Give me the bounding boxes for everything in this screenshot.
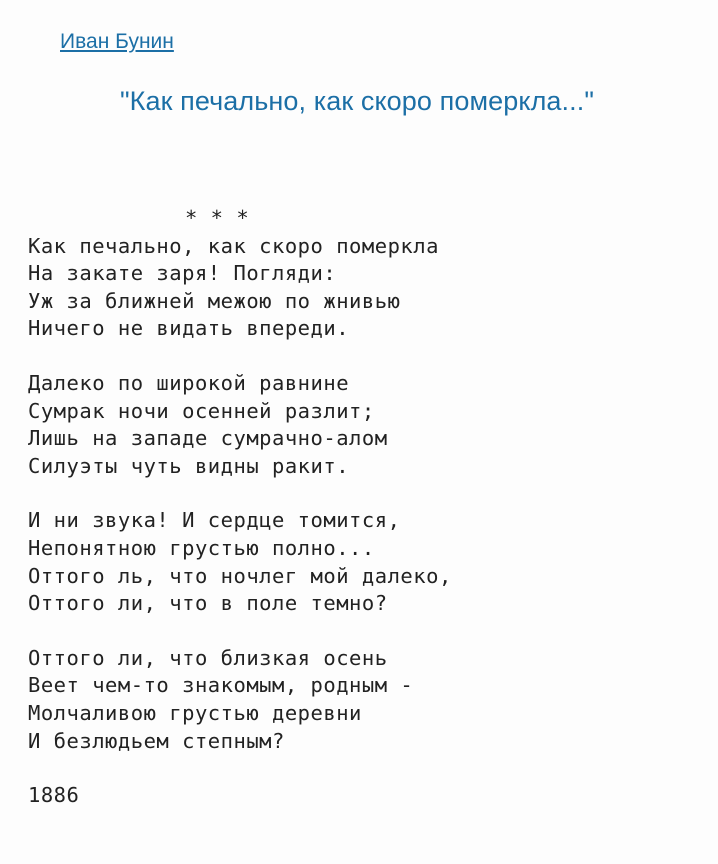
poem-line: Далеко по широкой равнине: [28, 370, 350, 395]
stanza-1: [28, 233, 452, 343]
poem-year: 1886: [28, 783, 80, 808]
poem-line: Лишь на западе сумрачно-алом: [28, 426, 388, 451]
poem-title: "Как печально, как скоро померкла...": [120, 86, 595, 116]
poem-line: Сумрак ночи осенней разлит;: [28, 398, 375, 423]
poem-line: Молчаливою грустью деревни: [28, 700, 362, 725]
poem-line: Оттого ли, что близкая осень: [28, 645, 388, 670]
poem-line: Уж за ближней межою по жнивью: [28, 288, 401, 313]
poem-body: [28, 205, 452, 810]
stanza-3: [28, 507, 452, 617]
author-link[interactable]: Иван Бунин: [60, 30, 174, 53]
stanza-separator: * * *: [185, 206, 250, 230]
poem-line: И ни звука! И сердце томится,: [28, 508, 401, 533]
poem-line: Оттого ли, что в поле темно?: [28, 591, 388, 616]
poem-line: Ничего не видать впереди.: [28, 316, 350, 341]
poem-line: Веет чем-то знакомым, родным -: [28, 673, 414, 698]
poem-line: Силуэты чуть видны ракит.: [28, 453, 350, 478]
poem-line: Как печально, как скоро померкла: [28, 233, 439, 258]
stanza-4: [28, 645, 452, 755]
poem-line: Непонятною грустью полно...: [28, 535, 375, 560]
poem-line: И безлюдьем степным?: [28, 728, 285, 753]
poem-line: На закате заря! Погляди:: [28, 261, 337, 286]
poem-line: Оттого ль, что ночлег мой далеко,: [28, 563, 452, 588]
stanza-2: [28, 370, 452, 480]
